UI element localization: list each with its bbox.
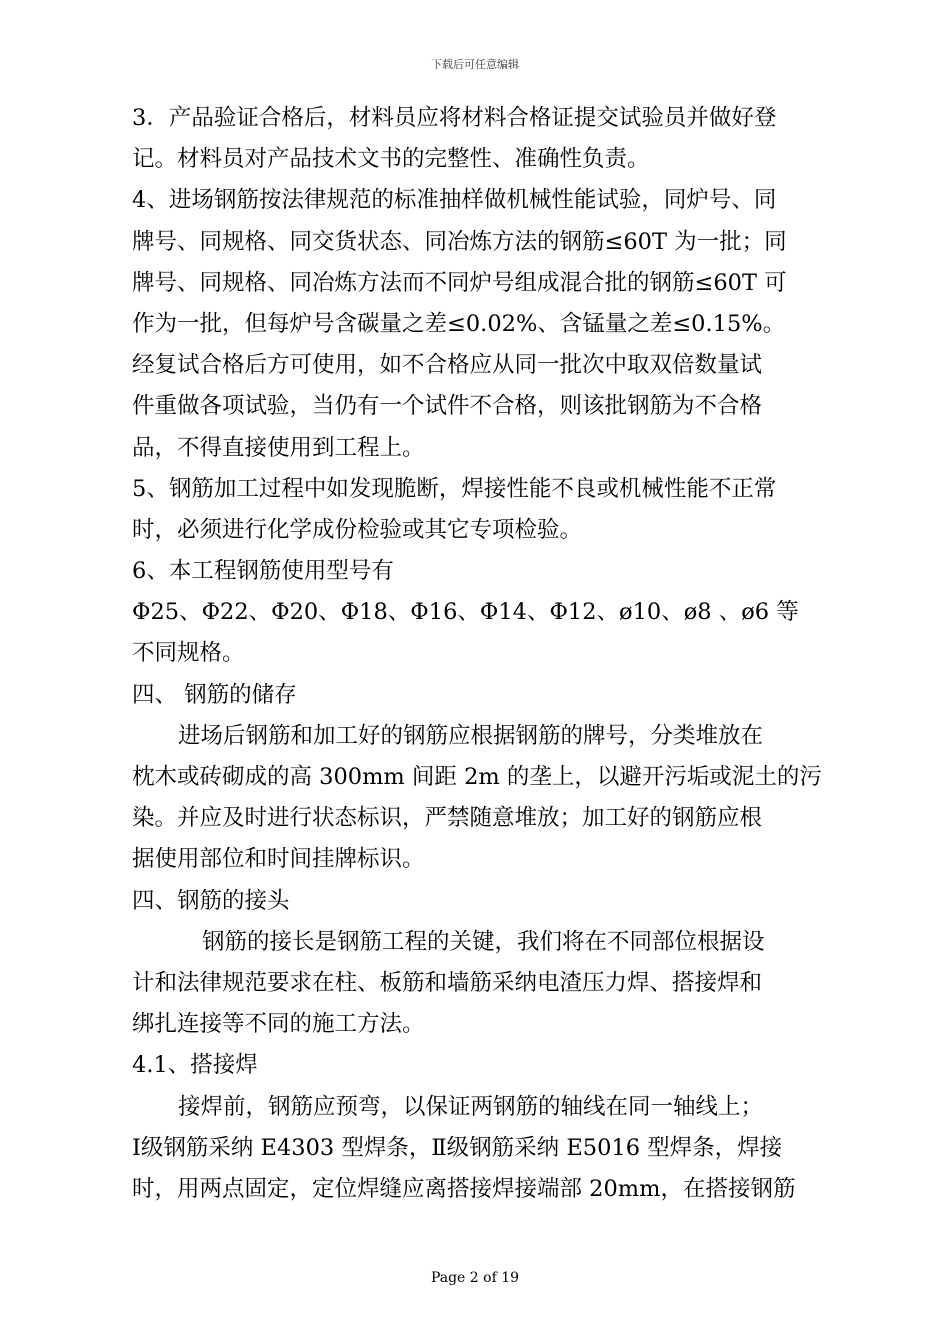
text-line: 染。并应及时进行状态标识，严禁随意堆放；加工好的钢筋应根: [132, 805, 763, 832]
section-heading: 四、 钢筋的储存: [132, 681, 297, 708]
text-line: 4、进场钢筋按法律规范的标准抽样做机械性能试验，同炉号、同: [132, 187, 777, 214]
text-line: 记。材料员对产品技术文书的完整性、准确性负责。: [132, 146, 650, 173]
page-header: 下载后可任意编辑: [431, 58, 519, 71]
text-line: 件重做各项试验，当仍有一个试件不合格，则该批钢筋为不合格: [132, 393, 763, 420]
text-line: 枕木或砖砌成的高 300mm 间距 2m 的垄上，以避开污垢或泥土的污: [132, 764, 822, 790]
text-line: 5、钢筋加工过程中如发现脆断，焊接性能不良或机械性能不正常: [132, 475, 777, 502]
text-line: 品，不得直接使用到工程上。: [132, 434, 425, 461]
text-line: 3．产品验证合格后，材料员应将材料合格证提交试验员并做好登: [132, 105, 777, 131]
page-number: Page 2 of 19: [430, 1270, 520, 1286]
text-line: 不同规格。: [132, 640, 245, 667]
text-line: 接焊前，钢筋应预弯，以保证两钢筋的轴线在同一轴线上；: [178, 1093, 764, 1120]
document-body: [132, 98, 822, 1210]
text-line: 钢筋的接长是钢筋工程的关键，我们将在不同部位根据设: [202, 928, 765, 955]
text-line: 绑扎连接等不同的施工方法。: [132, 1011, 425, 1038]
text-line: 计和法律规范要求在柱、板筋和墙筋采纳电渣压力焊、搭接焊和: [132, 969, 763, 996]
text-line: 6、本工程钢筋使用型号有: [132, 558, 394, 585]
subsection-heading: 4.1、搭接焊: [132, 1052, 258, 1079]
text-line: 时，用两点固定，定位焊缝应离搭接焊接端部 20mm，在搭接钢筋: [132, 1175, 796, 1202]
text-line: Φ25、Φ22、Φ20、Φ18、Φ16、Φ14、Φ12、ø10、ø8 、ø6 等: [132, 599, 799, 626]
text-line: 牌号、同规格、同冶炼方法而不同炉号组成混合批的钢筋≤60T 可: [132, 269, 787, 296]
text-line: 时，必须进行化学成份检验或其它专项检验。: [132, 516, 583, 543]
text-line: 作为一批，但每炉号含碳量之差≤0.02%、含锰量之差≤0.15%。: [132, 310, 786, 337]
text-line: 据使用部位和时间挂牌标识。: [132, 846, 425, 873]
text-line: 进场后钢筋和加工好的钢筋应根据钢筋的牌号，分类堆放在: [178, 722, 764, 749]
section-heading: 四、钢筋的接头: [132, 887, 290, 914]
text-line: 经复试合格后方可使用，如不合格应从同一批次中取双倍数量试: [132, 352, 763, 379]
text-line: Ⅰ级钢筋采纳 E4303 型焊条，Ⅱ级钢筋采纳 E5016 型焊条，焊接: [132, 1134, 783, 1161]
text-line: 牌号、同规格、同交货状态、同冶炼方法的钢筋≤60T 为一批；同: [132, 228, 787, 255]
